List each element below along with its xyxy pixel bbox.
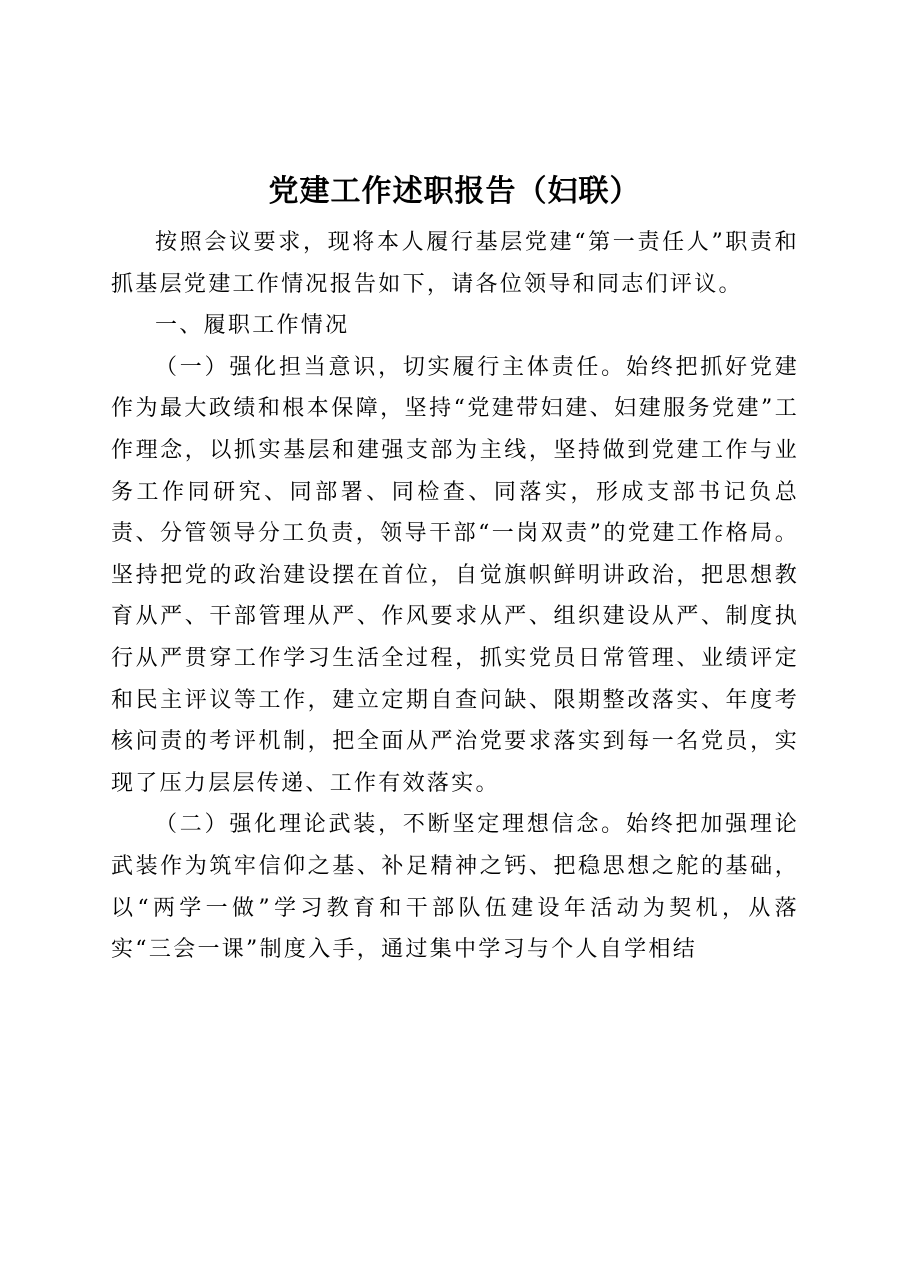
subsection-paragraph-2: （二）强化理论武装，不断坚定理想信念。始终把加强理论武装作为筑牢信仰之基、补足精神之钙、把稳思想之舵的基础，以“两学一做”学习教育和干部队伍建设年活动为契机，从落实“三会一课”制度入手，通过集中学习与个人自学相结: [111, 812, 799, 963]
section-heading: 一、履职工作情况: [155, 313, 350, 339]
document-body: [111, 222, 799, 971]
subsection-paragraph-1: （一）强化担当意识，切实履行主体责任。始终把抓好党建作为最大政绩和根本保障，坚持“党建带妇建、妇建服务党建”工作理念，以抓实基层和建强支部为主线，坚持做到党建工作与业务工作同研究、同部署、同检查、同落实，形成支部书记负总责、分管领导分工负责，领导干部“一岗双责”的党建工作格局。坚持把党的政治建设摆在首位，自觉旗帜鲜明讲政治，把思想教育从严、干部管理从严、作风要求从严、组织建设从严、制度执行从严贯穿工作学习生活全过程，抓实党员日常管理、业绩评定和民主评议等工作，建立定期自查问缺、限期整改落实、年度考核问责的考评机制，把全面从严治党要求落实到每一名党员，实现了压力层层传递、工作有效落实。: [111, 354, 799, 796]
intro-paragraph: 按照会议要求，现将本人履行基层党建“第一责任人”职责和抓基层党建工作情况报告如下，请各位领导和同志们评议。: [111, 230, 799, 297]
document-title: 党建工作述职报告（妇联）: [268, 174, 641, 209]
